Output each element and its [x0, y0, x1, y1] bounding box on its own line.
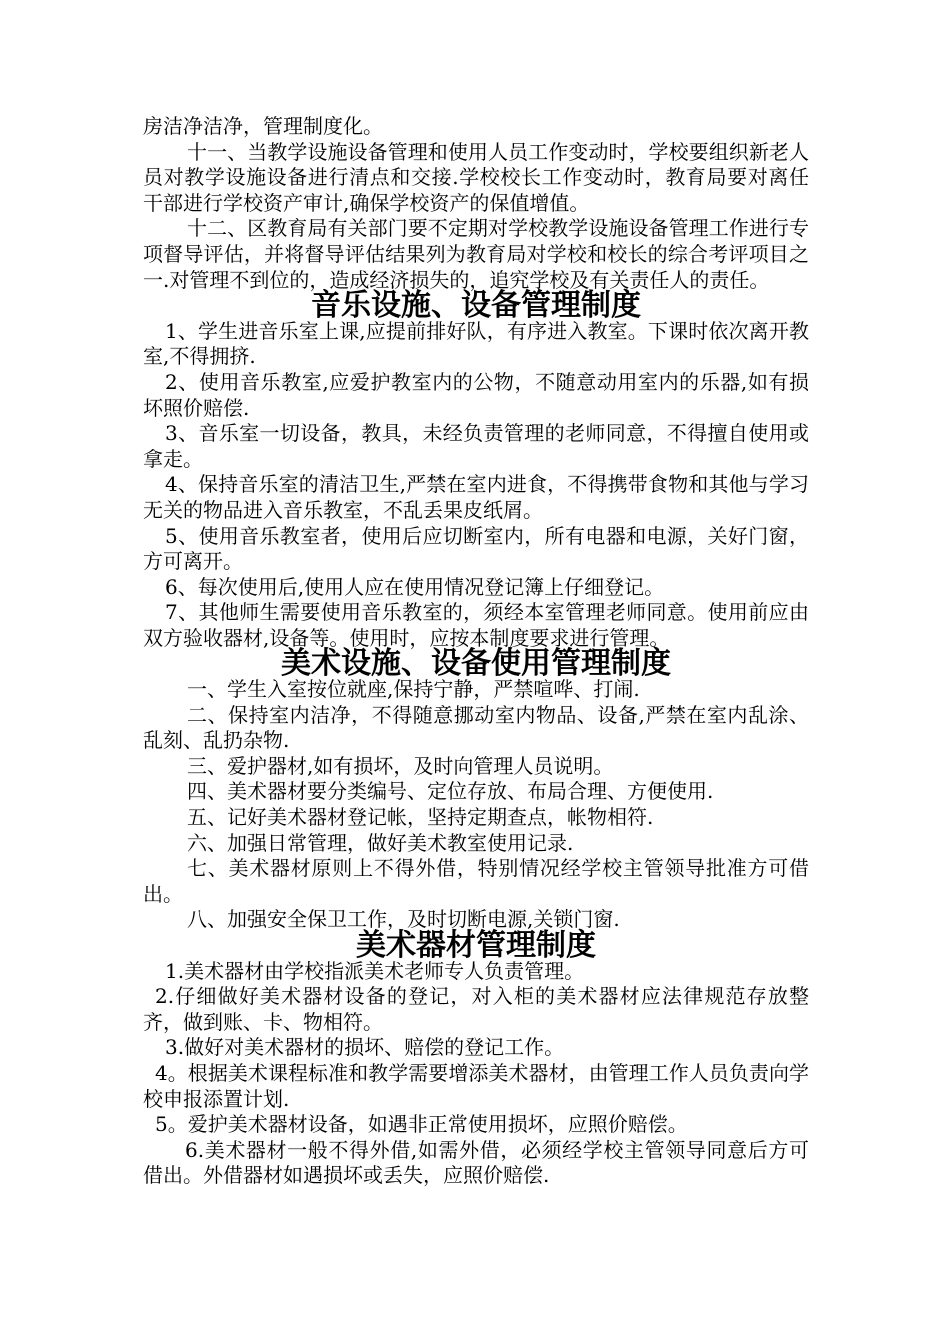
- art-use-rule-6: 六、加强日常管理，做好美术教室使用记录.: [187, 830, 574, 855]
- art-equipment-rule-4: 4。根据美术课程标准和教学需要增添美术器材，由管理工作人员负责向学校申报添置计划.: [143, 1060, 809, 1111]
- music-rule-2: 2、使用音乐教室,应爱护教室内的公物，不随意动用室内的乐器,如有损坏照价赔偿.: [143, 369, 809, 420]
- art-equipment-section-title: 美术器材管理制度: [356, 928, 596, 963]
- music-rule-4: 4、保持音乐室的清洁卫生,严禁在室内进食，不得携带食物和其他与学习无关的物品进入音乐教室，不乱丢果皮纸屑。: [143, 472, 809, 522]
- art-use-rule-4: 四、美术器材要分类编号、定位存放、布局合理、方便使用.: [187, 779, 714, 804]
- art-equipment-rule-6: 6.美术器材一般不得外借,如需外借，必须经学校主管领导同意后方可借出。外借器材如遇损坏或丢失，应照价赔偿.: [143, 1137, 809, 1188]
- music-rule-7: 7、其他师生需要使用音乐教室的，须经本室管理老师同意。使用前应由双方验收器材,设备等。使用时，应按本制度要求进行管理。: [143, 600, 809, 650]
- art-equipment-rule-5: 5。爱护美术器材设备，如遇非正常使用损坏，应照价赔偿。: [155, 1112, 688, 1137]
- music-section-title: 音乐设施、设备管理制度: [311, 288, 641, 324]
- art-use-rule-2: 二、保持室内洁净，不得随意挪动室内物品、设备,严禁在室内乱涂、乱刻、乱扔杂物.: [143, 702, 809, 753]
- intro-paragraph-3: 十二、区教育局有关部门要不定期对学校教学设施设备管理工作进行专项督导评估，并将督导评估结果列为教育局对学校和校长的综合考评项目之一.对管理不到位的，造成经济损失的，追究学校及有关责任人的责任。: [143, 216, 809, 292]
- art-use-section-title: 美术设施、设备使用管理制度: [281, 646, 671, 682]
- music-rule-5: 5、使用音乐教室者，使用后应切断室内，所有电器和电源，关好门窗，方可离开。: [143, 523, 809, 574]
- art-equipment-rule-3: 3.做好对美术器材的损坏、赔偿的登记工作。: [165, 1035, 565, 1060]
- art-use-rule-3: 三、爱护器材,如有损坏，及时向管理人员说明。: [187, 753, 614, 778]
- art-use-rule-1: 一、学生入室按位就座,保持宁静，严禁喧哗、打闹.: [187, 677, 640, 702]
- music-rule-3: 3、音乐室一切设备，教具，未经负责管理的老师同意，不得擅自使用或拿走。: [143, 421, 809, 471]
- intro-paragraph-2: 十一、当教学设施设备管理和使用人员工作变动时，学校要组织新老人员对教学设施设备进行清点和交接.学校校长工作变动时，教育局要对离任干部进行学校资产审计,确保学校资产的保值增值。: [143, 139, 809, 215]
- art-equipment-rule-2: 2.仔细做好美术器材设备的登记，对入柜的美术器材应法律规范存放整齐，做到账、卡、物相符。: [143, 984, 809, 1034]
- art-use-rule-7: 七、美术器材原则上不得外借，特别情况经学校主管领导批准方可借出。: [143, 856, 809, 906]
- art-equipment-rule-1: 1.美术器材由学校指派美术老师专人负责管理。: [165, 958, 585, 983]
- art-use-rule-5: 五、记好美术器材登记帐，坚持定期查点，帐物相符.: [187, 805, 654, 830]
- music-rule-6: 6、每次使用后,使用人应在使用情况登记簿上仔细登记。: [165, 574, 665, 599]
- document-page: [143, 114, 809, 1189]
- music-rule-1: 1、学生进音乐室上课,应提前排好队，有序进入教室。下课时依次离开教室,不得拥挤.: [143, 318, 809, 369]
- art-use-rule-8: 八、加强安全保卫工作，及时切断电源,关锁门窗.: [187, 907, 620, 932]
- intro-paragraph-1: 房洁净洁净，管理制度化。: [143, 114, 383, 138]
